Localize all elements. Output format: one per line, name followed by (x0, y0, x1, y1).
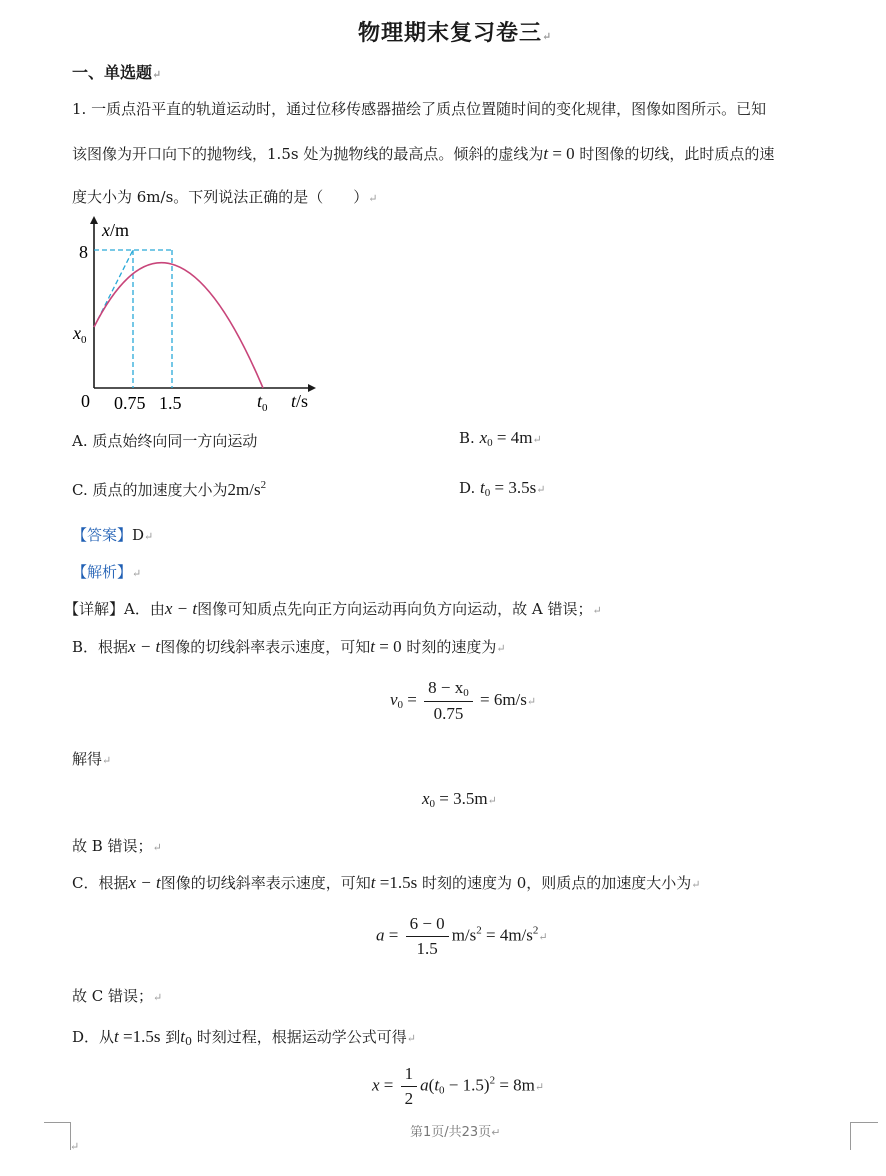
detail-b-conclusion: 故 B 错误；↵ (72, 837, 162, 855)
paragraph-mark: ↵ (132, 567, 142, 580)
fraction: $\frac{1}{2}$ (401, 1064, 418, 1109)
y-tick-x0: $x_0$ (73, 323, 87, 346)
y-tick-8: 8 (79, 242, 88, 262)
paragraph-mark: ↵ (406, 1032, 416, 1045)
answer-line: 【答案】D↵ (72, 526, 154, 544)
option-d[interactable]: D. $t_0$ = 3.5s↵ (459, 478, 546, 499)
detail-a-line: 【详解】A．由x − t图像可知质点先向正方向运动再向负方向运动，故 A 错误；↵ (64, 599, 602, 618)
y-axis-label: x/m (102, 220, 130, 240)
solve-label: 解得↵ (72, 750, 112, 768)
paragraph-mark: ↵ (368, 192, 378, 205)
equation-x0: $x_0$ = 3.5m↵ (422, 789, 497, 810)
paragraph-mark: ↵ (534, 1081, 545, 1094)
option-b[interactable]: B. $x_0$ = 4m↵ (459, 428, 542, 449)
equation-v0: $v_0$ = $\frac{8 - x_0}{0.75}$ = 6m/s↵ (390, 678, 537, 723)
origin-label: 0 (81, 391, 90, 411)
paragraph-mark: ↵ (536, 483, 546, 496)
paragraph-mark: ↵ (144, 530, 154, 543)
parabola-curve (94, 263, 263, 388)
paragraph-mark: ↵ (153, 991, 163, 1004)
paragraph-mark: ↵ (526, 695, 537, 708)
x-axis-label: t/s (291, 391, 309, 411)
paragraph-mark: ↵ (542, 30, 553, 43)
position-time-graph (60, 212, 340, 417)
paragraph-mark: ↵ (532, 433, 542, 446)
detail-d-line: D．从t =1.5s 到$t_0$ 时刻过程，根据运动学公式可得↵ (72, 1027, 416, 1048)
paragraph-mark: ↵ (491, 1126, 501, 1139)
page-corner-left (44, 1122, 71, 1150)
paragraph-mark: ↵ (691, 878, 701, 891)
page-title: 物理期末复习卷三↵ (358, 20, 553, 46)
x-tick-t0: $t_0$ (257, 391, 268, 414)
page-corner-right (850, 1122, 879, 1150)
analysis-line: 【解析】↵ (72, 563, 142, 581)
detail-c-conclusion: 故 C 错误；↵ (72, 987, 163, 1005)
question-line-1: 1. 一质点沿平直的轨道运动时，通过位移传感器描绘了质点位置随时间的变化规律，图像如图所示。已知 (72, 100, 767, 118)
paragraph-mark: ↵ (496, 642, 506, 655)
x-tick-075: 0.75 (114, 393, 146, 413)
equation-x: x = $\frac{1}{2}$ $a(t_0 - 1.5)^2$ = 8m↵ (372, 1064, 545, 1108)
paragraph-mark: ↵ (152, 68, 162, 81)
paragraph-mark: ↵ (102, 754, 112, 767)
y-axis-arrow-icon (90, 216, 98, 224)
paragraph-mark: ↵ (592, 604, 602, 617)
equation-a: a = $\frac{6 - 0}{1.5}$ $m/s^2$ = $4m/s^2↵$ (376, 914, 548, 958)
page-corner-right-top (850, 1122, 878, 1124)
option-c[interactable]: C. 质点的加速度大小为$2m/s^2$ (72, 479, 267, 499)
page-corner-left-top (44, 1122, 70, 1124)
page-footer: 第1页/共23页↵ (410, 1125, 501, 1140)
fraction: $\frac{8 - x_0}{0.75}$ (424, 678, 473, 724)
x-axis-arrow-icon (308, 384, 316, 392)
detail-b-line: B．根据x − t图像的切线斜率表示速度，可知t = 0 时刻的速度为↵ (72, 637, 506, 656)
option-a[interactable]: A. 质点始终向同一方向运动 (72, 432, 258, 450)
x-tick-15: 1.5 (159, 393, 182, 413)
paragraph-mark: ↵ (152, 841, 162, 854)
section-heading: 一、单选题↵ (72, 63, 162, 82)
paragraph-mark: ↵ (70, 1140, 80, 1153)
detail-c-line: C．根据x − t图像的切线斜率表示速度，可知t =1.5s 时刻的速度为 0，则质点的加速度大小为↵ (72, 873, 701, 892)
paragraph-mark: ↵ (538, 931, 548, 944)
question-line-2: 该图像为开口向下的抛物线，1.5s 处为抛物线的最高点。倾斜的虚线为t = 0 时图像的切线，此时质点的速 (72, 144, 775, 163)
paragraph-mark: ↵ (487, 795, 497, 807)
fraction: $\frac{6 - 0}{1.5}$ (406, 914, 449, 959)
question-line-3: 度大小为 6m/s。下列说法正确的是（ ）↵ (72, 188, 378, 206)
